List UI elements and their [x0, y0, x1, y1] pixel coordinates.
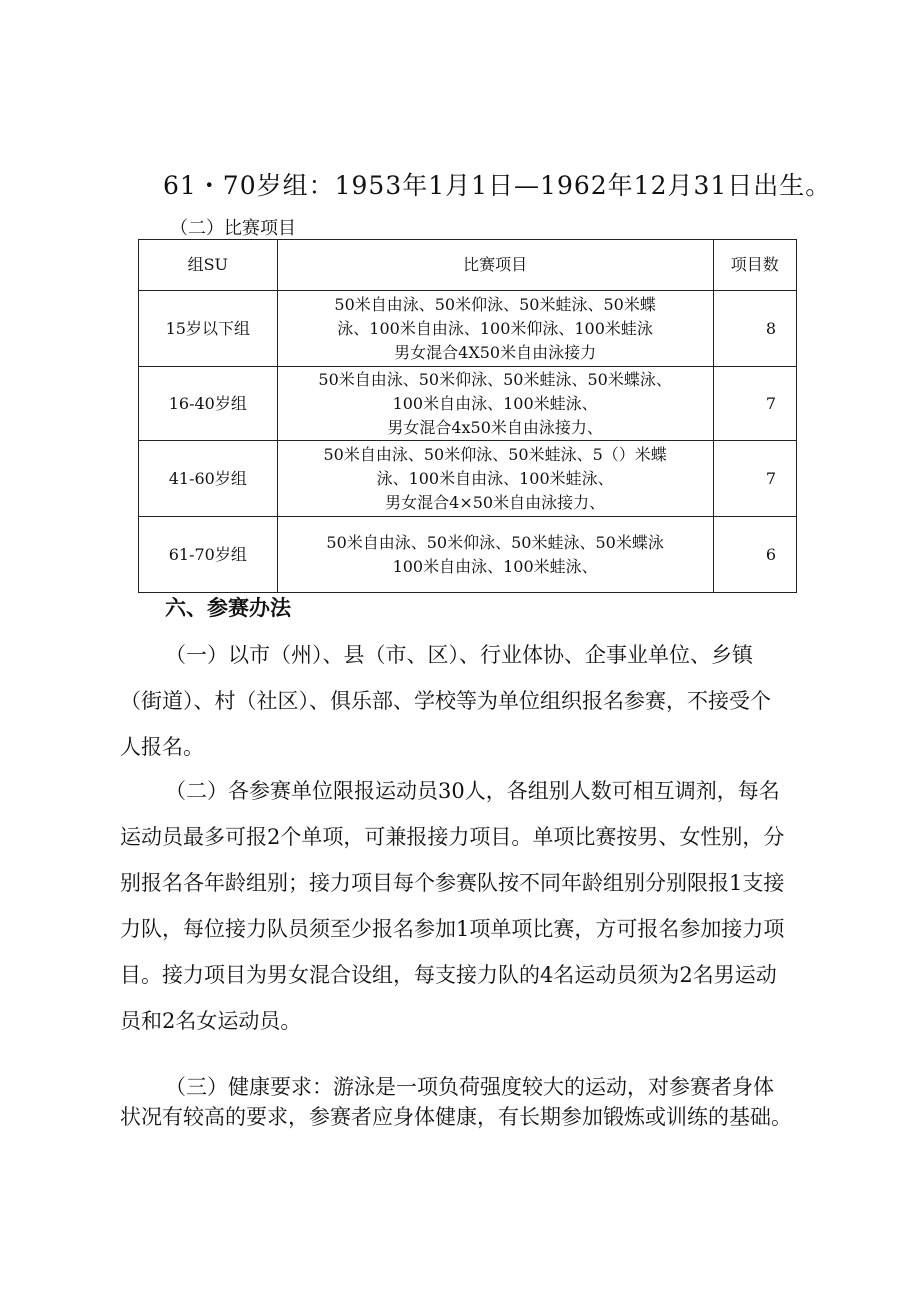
row-events — [277, 367, 713, 441]
header-group: 组SU — [139, 240, 278, 291]
paragraph-line: 人报名。 — [120, 735, 204, 759]
paragraph-line: 力队，每位接力队员须至少报名参加1项单项比赛，方可报名参加接力项 — [120, 917, 785, 941]
paragraph-line: 状况有较高的要求，参赛者应身体健康，有长期参加锻炼或训练的基础。 — [120, 1105, 792, 1129]
table-header-row — [139, 240, 797, 291]
row-group: 16-40岁组 — [139, 367, 278, 441]
paragraph-line: 员和2名女运动员。 — [120, 1009, 302, 1033]
paragraph-athlete-limits — [120, 768, 820, 1044]
event-line: 100米自由泳、100米蛙泳、 — [392, 393, 598, 413]
event-line: 50米自由泳、50米仰泳、50米蛙泳、5（）米蝶 — [323, 444, 667, 464]
row-events — [277, 517, 713, 593]
event-line: 50米自由泳、50米仰泳、50米蛙泳、50米蝶泳、 — [318, 369, 672, 389]
event-line: 50米自由泳、50米仰泳、50米蛙泳、50米蝶 — [334, 294, 656, 314]
header-events: 比赛项目 — [277, 240, 713, 291]
header-count: 项目数 — [713, 240, 796, 291]
events-table — [138, 239, 797, 593]
event-line: 男女混合4X50米自由泳接力 — [394, 342, 597, 362]
row-events — [277, 291, 713, 367]
paragraph-line: （一）以市（州）、县（市、区）、行业体协、企事业单位、乡镇 — [165, 643, 753, 667]
paragraph-registration-units — [120, 632, 820, 770]
section-heading-events: （二）比赛项目 — [170, 218, 296, 239]
table-row — [139, 441, 797, 517]
event-line: 男女混合4×50米自由泳接力、 — [385, 492, 606, 512]
row-count: 7 — [713, 367, 796, 441]
age-group-61-70-birth-range: 61・70岁组：1953年1月1日—1962年12月31日出生。 — [163, 171, 832, 200]
paragraph-line: 目。接力项目为男女混合设组，每支接力队的4名运动员须为2名男运动 — [120, 963, 777, 987]
row-group: 41-60岁组 — [139, 441, 278, 517]
section-6-title: 六、参赛办法 — [165, 596, 291, 620]
paragraph-line: 别报名各年龄组别；接力项目每个参赛队按不同年龄组别分别限报1支接 — [120, 871, 785, 895]
event-line: 100米自由泳、100米蛙泳、 — [392, 556, 598, 576]
event-line: 泳、100米自由泳、100米蛙泳、 — [376, 468, 614, 488]
row-count: 6 — [713, 517, 796, 593]
paragraph-line: （街道）、村（社区）、俱乐部、学校等为单位组织报名参赛，不接受个 — [120, 689, 771, 713]
table-row — [139, 367, 797, 441]
paragraph-health-requirements — [120, 1072, 820, 1132]
row-events — [277, 441, 713, 517]
row-group: 15岁以下组 — [139, 291, 278, 367]
table-row — [139, 291, 797, 367]
table-row — [139, 517, 797, 593]
event-line: 泳、100米自由泳、100米仰泳、100米蛙泳 — [337, 318, 653, 338]
paragraph-line: （三）健康要求：游泳是一项负荷强度较大的运动，对参赛者身体 — [165, 1075, 774, 1099]
paragraph-line: 运动员最多可报2个单项，可兼报接力项目。单项比赛按男、女性别，分 — [120, 825, 785, 849]
row-count: 8 — [713, 291, 796, 367]
row-count: 7 — [713, 441, 796, 517]
event-line: 男女混合4x50米自由泳接力、 — [387, 417, 603, 437]
paragraph-line: （二）各参赛单位限报运动员30人，各组别人数可相互调剂，每名 — [165, 779, 780, 803]
row-group: 61-70岁组 — [139, 517, 278, 593]
event-line: 50米自由泳、50米仰泳、50米蛙泳、50米蝶泳 — [326, 532, 664, 552]
